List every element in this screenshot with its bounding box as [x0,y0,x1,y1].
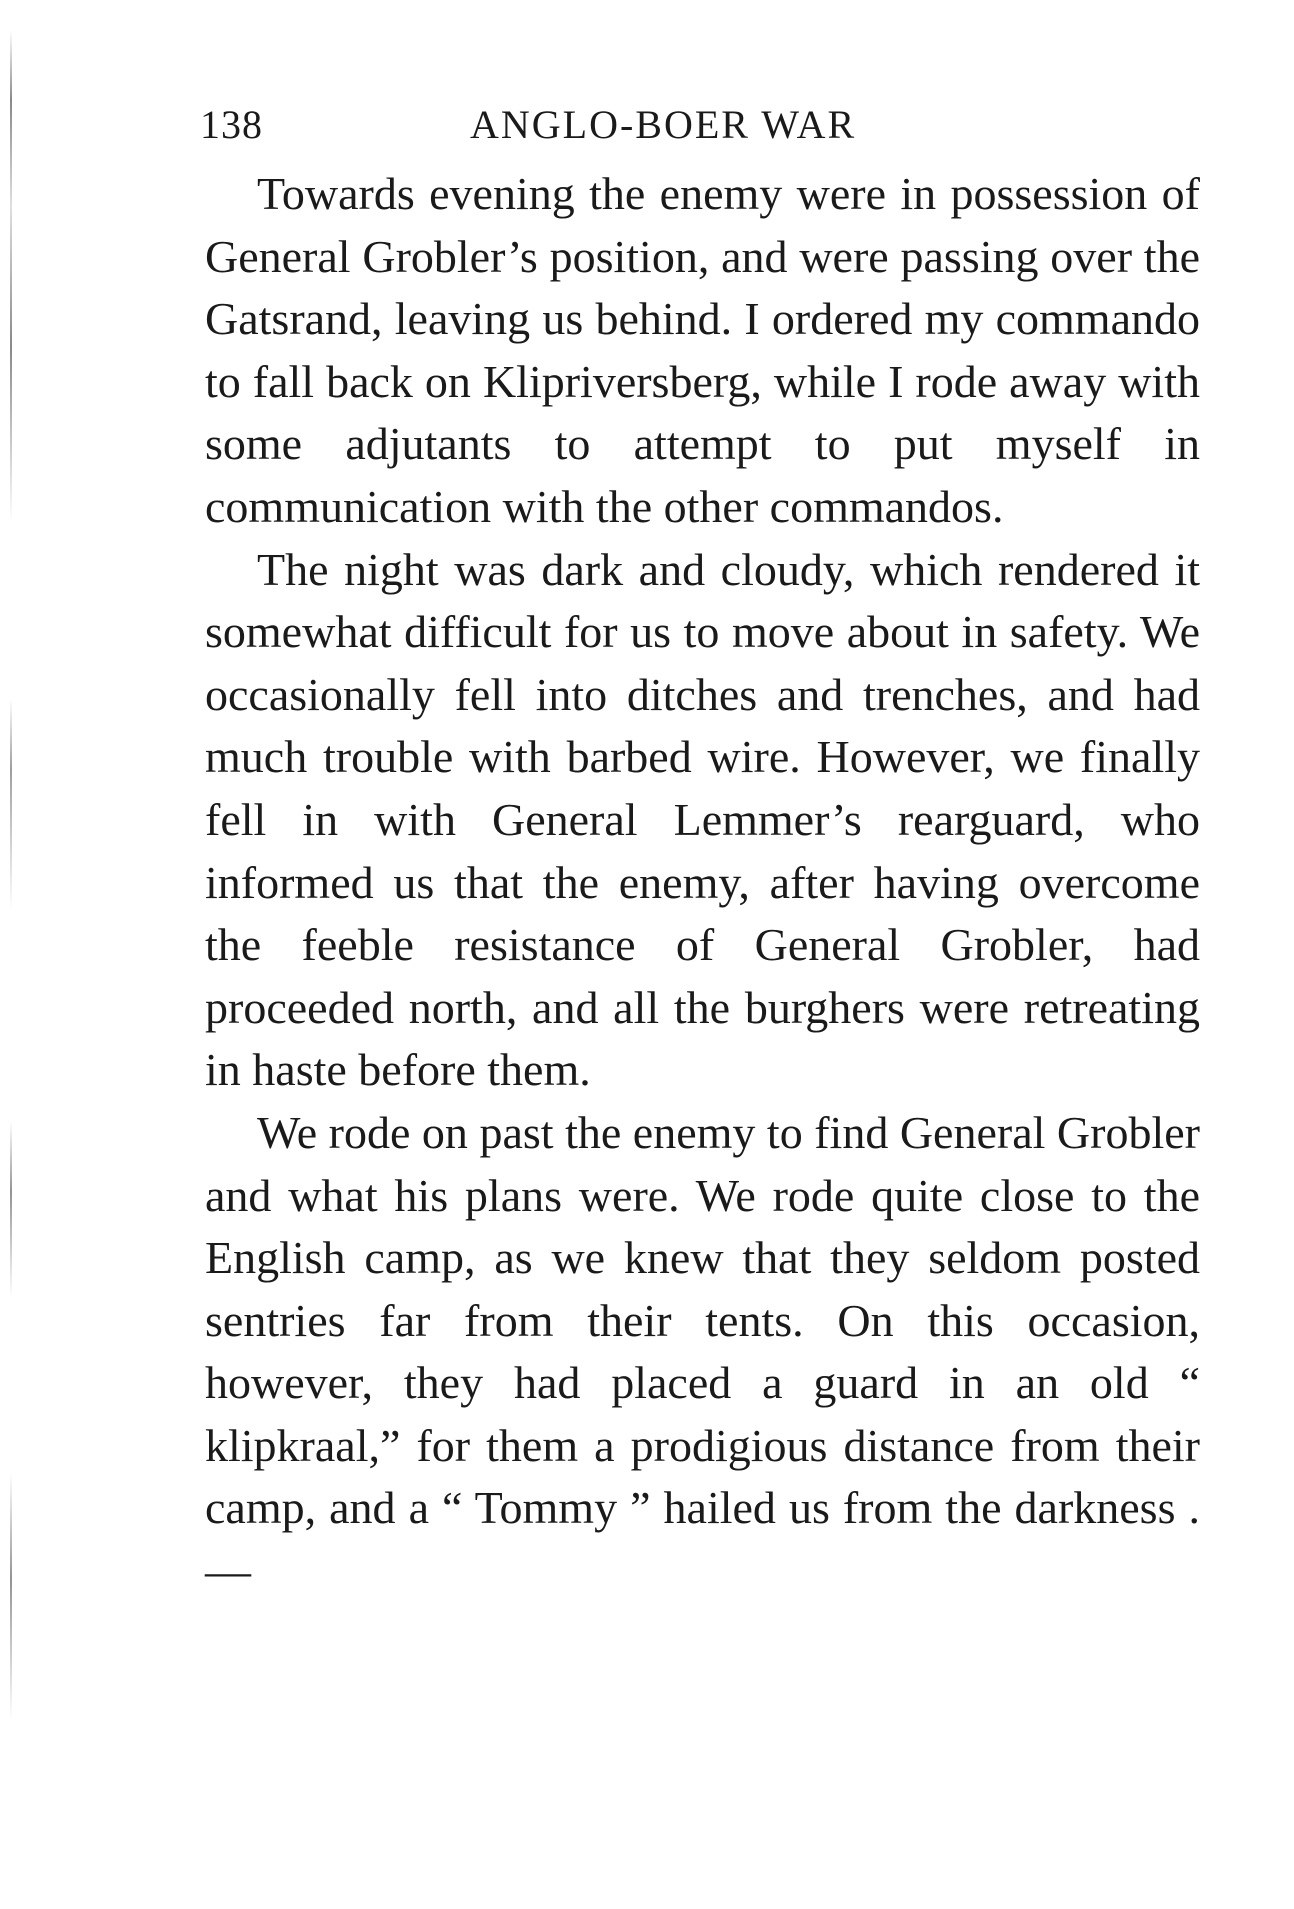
scan-margin-shadow [10,30,12,1790]
paragraph-2: The night was dark and cloudy, which rendered it somewhat difficult for us to move about in safety. We occasionally fell into ditches and trenches, and had much trouble with barbed wire. However, we finally fell in with General Lemmer’s rearguard, who informed us that the enemy, after having overcome the feeble resistance of General Grobler, had proceeded north, and all the burghers were retreating in haste before them. [205,543,1200,1096]
running-title: ANGLO-BOER WAR [470,102,857,147]
paragraph-3: We rode on past the enemy to find General Grobler and what his plans were. We rode quite close to the English camp, as we knew that they seldom posted sentries far from their tents. On this occasion, however, they had placed a guard in an old “ klipkraal,” for them a prodigious distance from their camp, and a “ Tommy ” hailed us from the darkness .— [205,1106,1200,1597]
page-number: 138 [200,102,263,147]
paragraph-1: Towards evening the enemy were in possession of General Grobler’s position, and were passing over the Gatsrand, leaving us behind. I ordered my commando to fall back on Klipriversberg, while I rode away with some adjutants to attempt to put myself in communication with the other commandos. [205,168,1200,532]
body-text [205,163,1200,1603]
page-header [200,95,1200,155]
